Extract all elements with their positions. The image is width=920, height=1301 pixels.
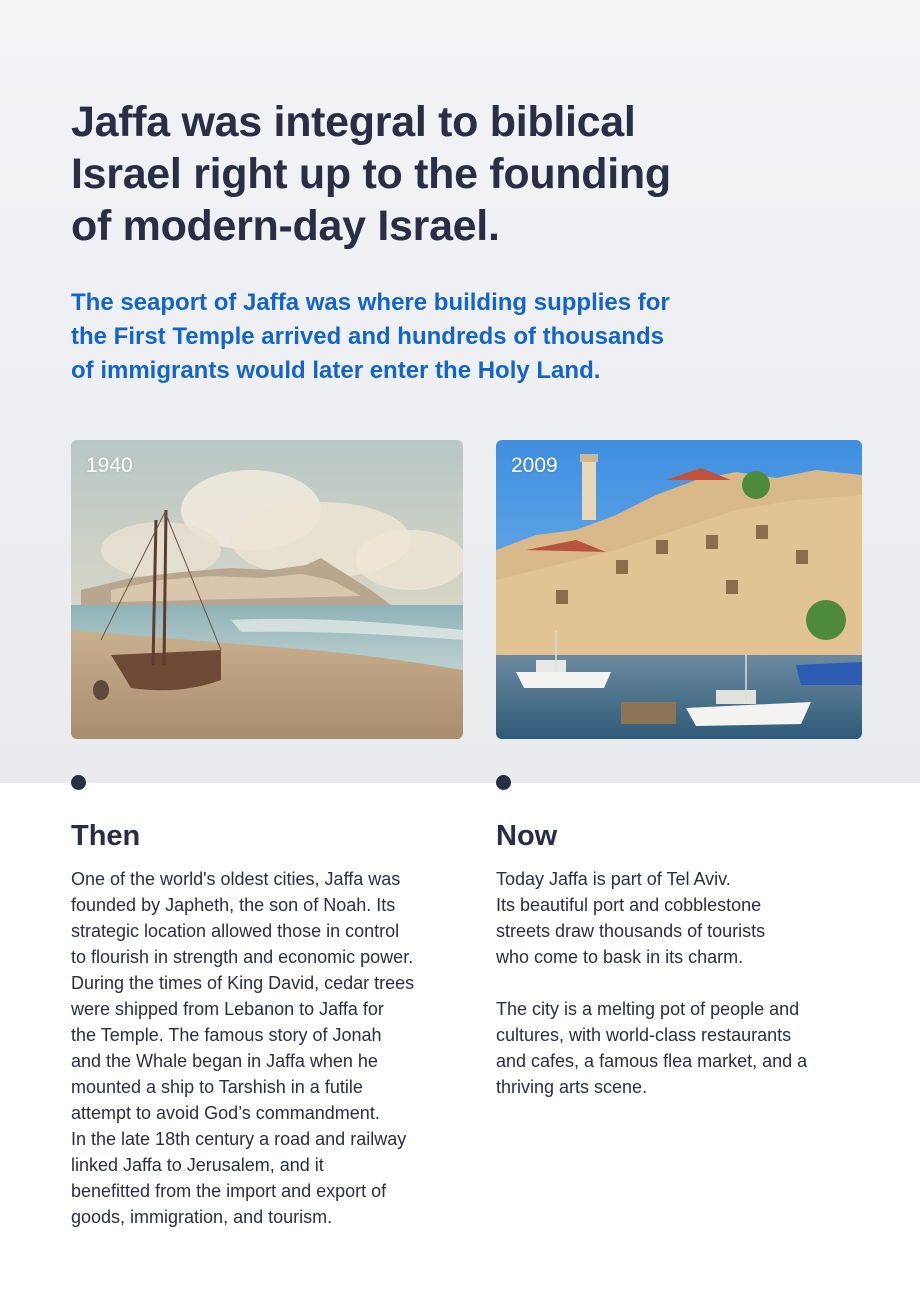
body-line: Its beautiful port and cobblestone <box>496 895 762 915</box>
now-body <box>496 866 856 1100</box>
photo-year-label: 1940 <box>86 454 133 477</box>
body-line: Today Jaffa is part of Tel Aviv. <box>496 869 731 889</box>
body-line: During the times of King David, cedar trees <box>71 973 415 993</box>
body-line: were shipped from Lebanon to Jaffa for <box>71 999 384 1019</box>
body-line: attempt to avoid God’s commandment. <box>71 1103 380 1123</box>
then-body <box>71 866 466 1230</box>
page-subheadline <box>71 286 791 388</box>
body-line: In the late 18th century a road and railway <box>71 1129 407 1149</box>
body-line: strategic location allowed those in control <box>71 921 400 941</box>
port-photo-illustration <box>496 440 862 739</box>
photo-jaffa-1940 <box>71 440 463 739</box>
body-line: who come to bask in its charm. <box>496 947 744 967</box>
headline-line: Jaffa was integral to biblical <box>71 98 636 146</box>
subheadline-line: The seaport of Jaffa was where building supplies for <box>71 289 670 316</box>
body-line: mounted a ship to Tarshish in a futile <box>71 1077 363 1097</box>
painting-illustration <box>71 440 463 739</box>
timeline-dot-now <box>496 775 511 790</box>
photo-jaffa-2009 <box>496 440 862 739</box>
page-headline <box>71 96 771 252</box>
body-line: The city is a melting pot of people and <box>496 999 800 1019</box>
headline-line: of modern-day Israel. <box>71 202 500 250</box>
body-line: cultures, with world-class restaurants <box>496 1025 792 1045</box>
body-line: and the Whale began in Jaffa when he <box>71 1051 378 1071</box>
body-line: streets draw thousands of tourists <box>496 921 766 941</box>
then-title: Then <box>71 820 141 852</box>
body-line: thriving arts scene. <box>496 1077 648 1097</box>
body-line: the Temple. The famous story of Jonah <box>71 1025 382 1045</box>
subheadline-line: the First Temple arrived and hundreds of thousands <box>71 323 664 350</box>
photo-year-label: 2009 <box>511 454 558 477</box>
headline-line: Israel right up to the founding <box>71 150 671 198</box>
body-line: One of the world's oldest cities, Jaffa was <box>71 869 401 889</box>
body-line: founded by Japheth, the son of Noah. Its <box>71 895 396 915</box>
body-line: benefitted from the import and export of <box>71 1181 387 1201</box>
now-title: Now <box>496 820 558 852</box>
paragraph-gap <box>496 970 856 996</box>
body-line: linked Jaffa to Jerusalem, and it <box>71 1155 324 1175</box>
body-line: to flourish in strength and economic power. <box>71 947 414 967</box>
body-line: goods, immigration, and tourism. <box>71 1207 333 1227</box>
subheadline-line: of immigrants would later enter the Holy Land. <box>71 357 601 384</box>
timeline-dot-then <box>71 775 86 790</box>
body-line: and cafes, a famous flea market, and a <box>496 1051 808 1071</box>
